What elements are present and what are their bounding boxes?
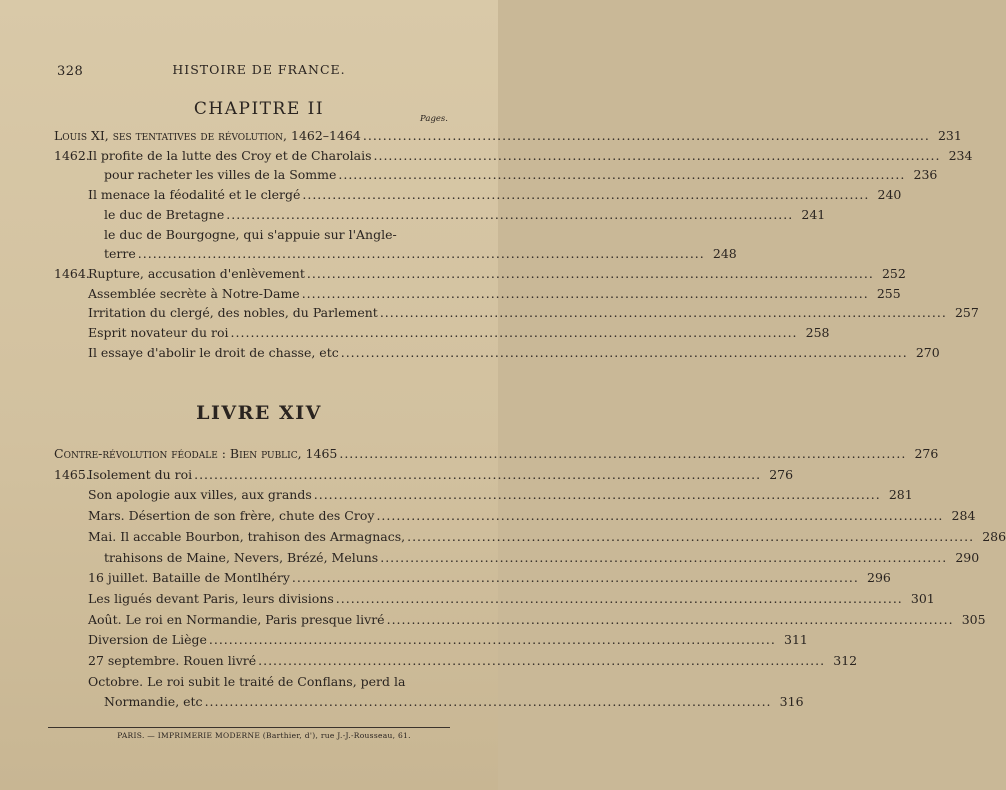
toc-entry-text: terre bbox=[104, 246, 136, 262]
toc-entry bbox=[54, 446, 939, 461]
toc-entry bbox=[54, 487, 913, 503]
toc-entry-page: 286 bbox=[982, 528, 1006, 544]
chapter-title: CHAPITRE II bbox=[193, 99, 325, 119]
toc-entry bbox=[54, 590, 935, 606]
toc-entry-year: 1462. bbox=[54, 147, 90, 163]
toc-entry bbox=[54, 187, 902, 203]
printer-imprint: PARIS. — IMPRIMERIE MODERNE (Barthier, d'), rue J.-J.-Rousseau, 61. bbox=[117, 731, 411, 740]
toc-entry-page: 240 bbox=[877, 187, 902, 203]
toc-entry bbox=[54, 674, 446, 689]
toc-entry-year: 1465. bbox=[54, 466, 90, 482]
toc-entry-text: Il essaye d'abolir le droit de chasse, etc bbox=[88, 344, 339, 360]
dot-leader bbox=[407, 529, 974, 544]
toc-entry bbox=[54, 466, 794, 482]
dot-leader bbox=[138, 246, 705, 261]
toc-entry bbox=[54, 305, 979, 321]
dot-leader bbox=[387, 612, 954, 627]
toc-entry bbox=[54, 325, 830, 340]
toc-entry-text: Rupture, accusation d'enlèvement bbox=[88, 265, 305, 281]
toc-entry-text: 16 juillet. Bataille de Montlhéry bbox=[88, 570, 290, 586]
toc-entry-text: Il profite de la lutte des Croy et de Charolais bbox=[88, 147, 372, 163]
dot-leader bbox=[292, 570, 859, 585]
toc-entry-text: Mai. Il accable Bourbon, trahison des Armagnacs, bbox=[88, 528, 406, 544]
dot-leader bbox=[314, 487, 881, 502]
toc-entry-page: 248 bbox=[712, 246, 737, 262]
dot-leader bbox=[205, 694, 772, 709]
toc-entry-text: le duc de Bretagne bbox=[104, 206, 225, 222]
toc-entry-page: 305 bbox=[961, 611, 986, 627]
dot-leader bbox=[231, 325, 798, 340]
toc-entry-page: 312 bbox=[833, 653, 858, 668]
toc-entry-text: 27 septembre. Rouen livré bbox=[88, 653, 257, 668]
toc-entry-text: Les ligués devant Paris, leurs divisions bbox=[88, 590, 334, 606]
toc-entry-page: 231 bbox=[937, 128, 962, 143]
dot-leader bbox=[341, 345, 908, 360]
toc-entry-page: 276 bbox=[914, 446, 939, 461]
toc-entry bbox=[54, 570, 891, 586]
dot-leader bbox=[380, 305, 947, 320]
toc-entry-page: 311 bbox=[784, 632, 808, 648]
toc-entry-year: 1464. bbox=[54, 265, 90, 281]
toc-entry-page: 276 bbox=[769, 466, 794, 482]
dot-leader bbox=[380, 550, 947, 565]
toc-entry-text: Assemblée secrète à Notre-Dame bbox=[88, 285, 300, 301]
toc-entry-text: Diversion de Liège bbox=[88, 632, 207, 648]
toc-entry bbox=[54, 128, 962, 143]
toc-entry-text: le duc de Bourgogne, qui s'appuie sur l'Angle- bbox=[104, 226, 397, 242]
toc-entry bbox=[54, 528, 1006, 544]
toc-entry bbox=[54, 147, 973, 163]
toc-entry bbox=[54, 285, 901, 301]
toc-entry-page: 290 bbox=[955, 549, 980, 565]
toc-entry-page: 255 bbox=[876, 285, 901, 301]
dot-leader bbox=[226, 207, 793, 222]
dot-leader bbox=[336, 591, 903, 606]
dot-leader bbox=[302, 187, 869, 202]
dot-leader bbox=[302, 286, 869, 301]
toc-entry-text: Louis XI, ses tentatives de révolution, 1462–1464 bbox=[54, 128, 361, 143]
toc-entry-page: 301 bbox=[910, 590, 935, 606]
toc-entry-text: Il menace la féodalité et le clergé bbox=[88, 187, 301, 203]
toc-entry-text: Normandie, etc bbox=[104, 694, 203, 710]
toc-entry bbox=[54, 653, 858, 668]
footer-rule bbox=[48, 727, 450, 728]
dot-leader bbox=[209, 632, 776, 647]
toc-entry-text: Contre-révolution féodale : Bien public, 1465 bbox=[54, 446, 338, 461]
toc-entry bbox=[54, 265, 906, 281]
toc-entry-text: Esprit novateur du roi bbox=[88, 325, 229, 340]
toc-entry-page: 252 bbox=[881, 265, 906, 281]
toc-entry-page: 284 bbox=[951, 508, 976, 524]
pages-column-label: Pages. bbox=[420, 114, 448, 124]
dot-leader bbox=[339, 446, 906, 461]
toc-entry-page: 234 bbox=[948, 147, 973, 163]
toc-entry-text: pour racheter les villes de la Somme bbox=[104, 167, 337, 183]
dot-leader bbox=[338, 167, 905, 182]
toc-entry-text: Août. Le roi en Normandie, Paris presque livré bbox=[88, 611, 385, 627]
page-number: 328 bbox=[57, 64, 84, 79]
toc-entry-page: 241 bbox=[801, 206, 826, 222]
dot-leader bbox=[363, 128, 930, 143]
toc-entry bbox=[54, 694, 804, 710]
running-head: HISTOIRE DE FRANCE. bbox=[172, 62, 346, 77]
toc-entry-text: Son apologie aux villes, aux grands bbox=[88, 487, 312, 503]
toc-entry-page: 236 bbox=[913, 167, 938, 183]
toc-entry bbox=[54, 246, 737, 262]
toc-entry-page: 258 bbox=[805, 325, 830, 340]
toc-entry-text: Mars. Désertion de son frère, chute des Croy bbox=[88, 508, 375, 524]
dot-leader bbox=[376, 508, 943, 523]
toc-entry-page: 270 bbox=[915, 344, 940, 360]
toc-entry bbox=[54, 206, 826, 222]
dot-leader bbox=[374, 148, 941, 163]
toc-entry bbox=[54, 344, 940, 360]
toc-entry-page: 281 bbox=[888, 487, 913, 503]
toc-entry-text: Isolement du roi bbox=[88, 466, 193, 482]
toc-entry bbox=[54, 167, 938, 183]
toc-entry bbox=[54, 227, 446, 242]
toc-entry bbox=[54, 549, 980, 565]
toc-entry-text: trahisons de Maine, Nevers, Brézé, Meluns bbox=[104, 549, 379, 565]
toc-entry bbox=[54, 611, 986, 627]
livre-title: LIVRE XIV bbox=[196, 402, 322, 424]
toc-entry-text: Irritation du clergé, des nobles, du Parlement bbox=[88, 305, 378, 321]
toc-entry bbox=[54, 632, 808, 648]
dot-leader bbox=[194, 467, 761, 482]
toc-entry-text: Octobre. Le roi subit le traité de Conflans, perd la bbox=[88, 673, 406, 689]
dot-leader bbox=[258, 653, 825, 668]
toc-entry bbox=[54, 508, 976, 524]
toc-entry-page: 257 bbox=[954, 305, 979, 321]
toc-entry-page: 296 bbox=[867, 570, 891, 586]
dot-leader bbox=[307, 266, 874, 281]
toc-entry-page: 316 bbox=[779, 694, 804, 710]
